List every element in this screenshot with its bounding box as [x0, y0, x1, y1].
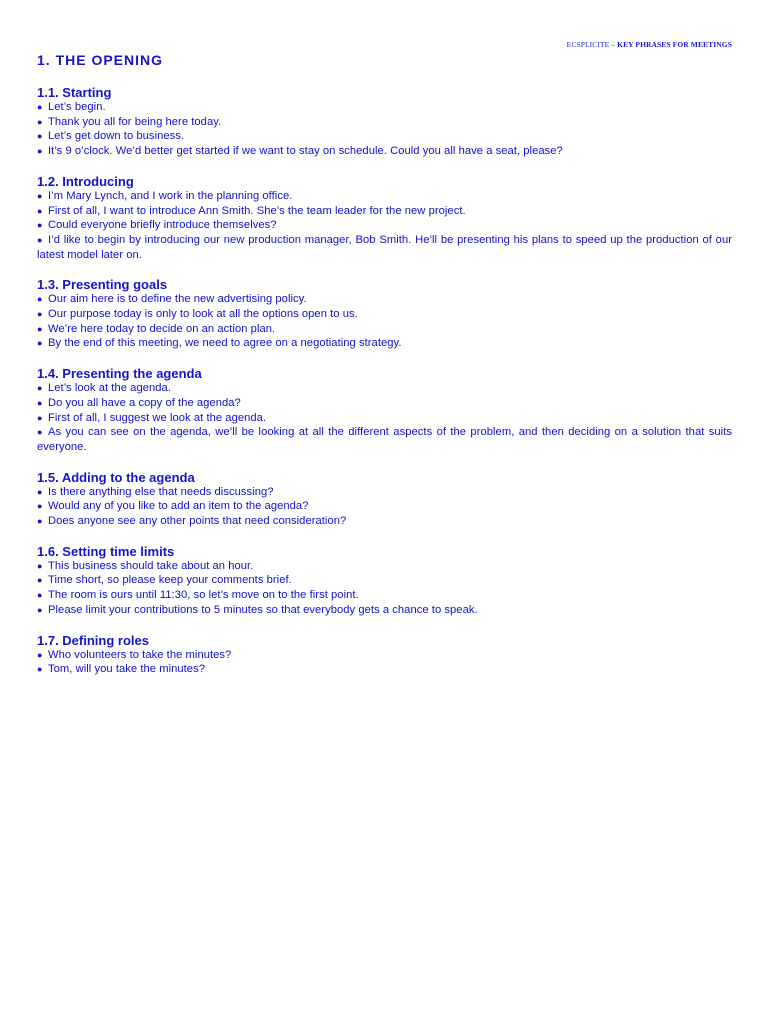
bullet-icon: ● — [37, 427, 43, 438]
list-item-text: Do you all have a copy of the agenda? — [48, 396, 241, 409]
bullet-icon: ● — [37, 516, 43, 527]
section-title: 1.2. Introducing — [37, 173, 134, 189]
bullet-icon: ● — [37, 131, 43, 142]
list-item — [37, 204, 732, 219]
list-item — [37, 381, 732, 396]
list-item — [37, 559, 732, 574]
list-item — [37, 322, 732, 337]
header-brand: ECSPLICITE — [566, 40, 610, 49]
section — [37, 277, 732, 351]
bullet-icon: ● — [37, 294, 43, 305]
section — [37, 366, 732, 455]
section-title: 1.6. Setting time limits — [37, 543, 175, 559]
list-item — [37, 129, 732, 144]
bullet-icon: ● — [37, 664, 43, 675]
bullet-icon: ● — [37, 323, 43, 334]
section — [37, 633, 732, 677]
list-item-text: It’s 9 o’clock. We’d better get started if we want to stay on schedule. Could you all have a seat, please? — [48, 145, 563, 158]
list-item-text: Does anyone see any other points that need consideration? — [48, 515, 347, 528]
bullet-icon: ● — [37, 190, 43, 201]
phrase-list — [37, 292, 732, 351]
list-item-text: First of all, I suggest we look at the agenda. — [48, 411, 267, 424]
bullet-icon: ● — [37, 309, 43, 320]
list-item — [37, 648, 732, 663]
list-item-text: Who volunteers to take the minutes? — [48, 648, 232, 661]
list-item — [37, 336, 732, 351]
list-item-text: This business should take about an hour. — [48, 559, 254, 572]
bullet-icon: ● — [37, 116, 43, 127]
list-item — [37, 100, 732, 115]
phrase-list — [37, 559, 732, 618]
list-item-text: Would any of you like to add an item to the agenda? — [48, 500, 309, 513]
bullet-icon: ● — [37, 220, 43, 231]
bullet-icon: ● — [37, 649, 43, 660]
list-item — [37, 144, 732, 159]
section — [37, 85, 732, 159]
header-separator: – — [609, 40, 618, 49]
list-item-text: As you can see on the agenda, we’ll be looking at all the different aspects of the problem, and then deciding on a solution that suits everyone. — [37, 426, 732, 453]
list-item-text: We’re here today to decide on an action plan. — [48, 322, 276, 335]
bullet-icon: ● — [37, 486, 43, 497]
section — [37, 174, 732, 263]
bullet-icon: ● — [37, 102, 43, 112]
list-item — [37, 218, 732, 233]
list-item-text: Could everyone briefly introduce themselves? — [48, 219, 277, 232]
bullet-icon: ● — [37, 412, 43, 423]
bullet-icon: ● — [37, 604, 43, 615]
list-item — [37, 307, 732, 322]
list-item — [37, 411, 732, 426]
list-item — [37, 233, 732, 262]
bullet-icon: ● — [37, 501, 43, 512]
bullet-icon: ● — [37, 590, 43, 601]
section — [37, 470, 732, 529]
list-item — [37, 485, 732, 500]
list-item-text: First of all, I want to introduce Ann Smith. She’s the team leader for the new project. — [48, 204, 466, 217]
list-item — [37, 115, 732, 130]
bullet-icon: ● — [37, 575, 43, 586]
list-item-text: Our aim here is to define the new advertising policy. — [48, 293, 307, 306]
bullet-icon: ● — [37, 338, 43, 349]
list-item-text: I’m Mary Lynch, and I work in the planning office. — [48, 189, 293, 202]
bullet-icon: ● — [37, 383, 43, 394]
list-item — [37, 662, 732, 677]
list-item — [37, 514, 732, 529]
bullet-icon: ● — [37, 234, 43, 245]
list-item — [37, 425, 732, 454]
header-document-title: KEY PHRASES FOR MEETINGS — [617, 40, 732, 49]
phrase-list — [37, 648, 732, 677]
bullet-icon: ● — [37, 560, 43, 571]
list-item-text: Let’s look at the agenda. — [48, 382, 171, 395]
document-body — [37, 52, 732, 692]
phrase-list — [37, 485, 732, 529]
section — [37, 544, 732, 618]
section-title: 1.3. Presenting goals — [37, 277, 168, 293]
sections-container — [37, 85, 732, 677]
list-item-text: Is there anything else that needs discussing? — [48, 485, 274, 498]
list-item — [37, 396, 732, 411]
section-title: 1.5. Adding to the agenda — [37, 469, 195, 485]
list-item-text: Tom, will you take the minutes? — [48, 663, 205, 676]
chapter-title: 1. THE OPENING — [37, 52, 164, 68]
bullet-icon: ● — [37, 397, 43, 408]
list-item-text: The room is ours until 11:30, so let’s move on to the first point. — [48, 589, 359, 602]
phrase-list — [37, 189, 732, 263]
phrase-list — [37, 381, 732, 455]
phrase-list — [37, 100, 732, 159]
page-header — [567, 40, 732, 49]
list-item — [37, 588, 732, 603]
list-item-text: Please limit your contributions to 5 minutes so that everybody gets a chance to speak. — [48, 603, 478, 616]
list-item — [37, 603, 732, 618]
list-item — [37, 189, 732, 204]
list-item-text: Thank you all for being here today. — [48, 115, 222, 128]
section-title: 1.7. Defining roles — [37, 632, 149, 648]
list-item-text: Time short, so please keep your comments brief. — [48, 574, 292, 587]
list-item-text: I’d like to begin by introducing our new production manager, Bob Smith. He’ll be presenting his plans to speed up the production of our latest model later on. — [37, 233, 732, 261]
list-item — [37, 573, 732, 588]
section-title: 1.4. Presenting the agenda — [37, 366, 202, 382]
bullet-icon: ● — [37, 205, 43, 216]
list-item-text: By the end of this meeting, we need to agree on a negotiating strategy. — [48, 337, 402, 350]
list-item-text: Our purpose today is only to look at all the options open to us. — [48, 308, 358, 321]
bullet-icon: ● — [37, 146, 43, 157]
list-item — [37, 292, 732, 307]
list-item — [37, 499, 732, 514]
section-title: 1.1. Starting — [37, 85, 112, 100]
list-item-text: Let’s get down to business. — [48, 130, 185, 143]
list-item-text: Let’s begin. — [48, 101, 106, 113]
